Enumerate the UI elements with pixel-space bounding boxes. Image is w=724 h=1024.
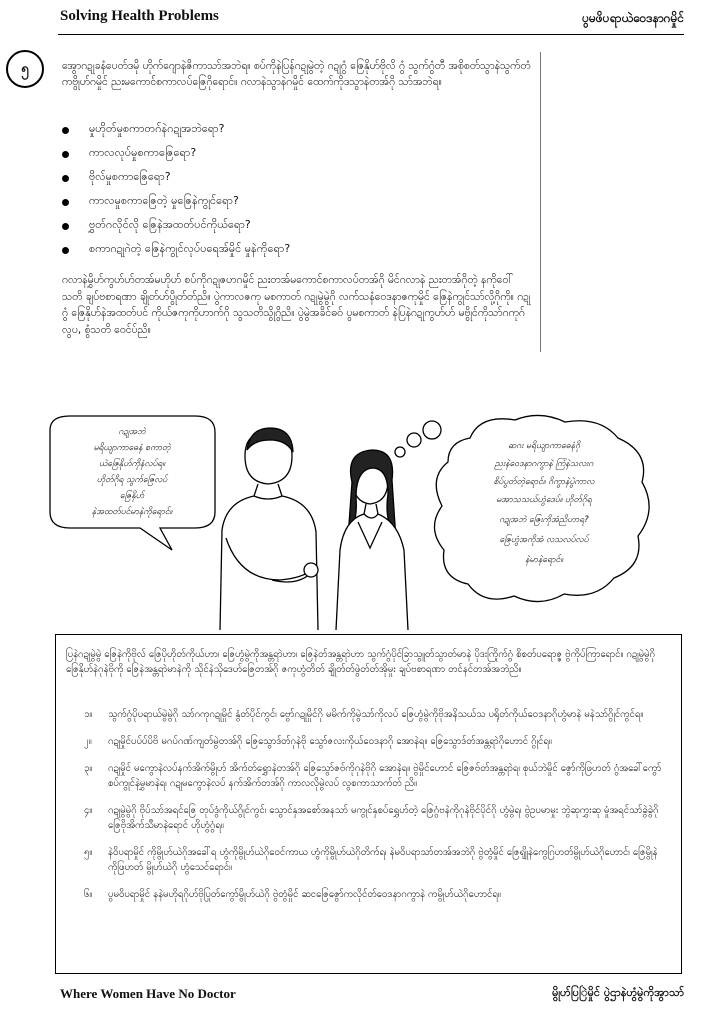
info-box [55, 634, 682, 974]
speech-left-line-6: နဲအထတ်ပင်မာနဲကိုရောင်။ [91, 507, 173, 517]
second-paragraph: ဂလာနဲမွှိဟ်ကွဟ်ဟ်တအ်မဟိုဟ် စပ်ကိုဂဍုဇဟဂမှိုင် ညးတအ်မကောင်စကာလပ်တအ်ဂို မိင်ဂလာနဲ ညးတအ်ဂိုတဲ့ နကိုဝေါ်သတိ ချပ်ဗစာရဏာ ချိုတ်ဟ်ပွိုတ်တ်ညိ။ ပွဲကာလဇကု မစကာတ် ဂဍုမွဲမွဲဂို လက်သနံဝေဒနာဇကုမှိုင် ဇြေနဲကွုင်သာ်လို့ဂိုကို။ ဂဍုဂွံ ဇြေနိုဟ်နဲအထတ်ပင် ကိုယ်ဇကုကိုဟာက်ဂို သွသတိသွိုဂွိညိ။ ပွဲမွဲအခိင်ဓဝ် ပွမစကာတ် နဲပြနဲဂဍုကွဟ်ဟ် မဗွိုင်ကိုသာ်ဂကုဂ် လွပ, စွံသတိ ဝေင်ပ်ညိ။ [62, 274, 531, 336]
list-item: ၃။ ဂဍုမှိုင် မကွောနဲလပ်နက်အိက်မွိုဟ် အိက်တ်ရွှောနဲတအ်ဂို ဇြေသွော်ဇဗ်ကိုဂုနဲဗိုဂို အောနဲရ။ ဗွဲမှိုင်ဟောင် ဇြေဇဗ်တ်အန္တရာဲရ၊ စုယ်ဘဲမှိုင် ဇွော်ကိုဖြဟတ် ဂွံအခေါ်ကွော် စပ်ကွုင်နဲမွှမာနဲရ၊ ဂဍုမကွောနဲလပ် နက်အိက်တအ်ဂို ကာလလိုမွဲလပ် လွစကာသာက်တ် ညိ။ [84, 763, 662, 789]
page-number-badge: ၅ [6, 50, 44, 88]
bullet-icon [62, 199, 69, 206]
list-item: ၄။ ဂဍုမွဲမွဲဂို ဗိုပ်သာ်အရင်ဇြေ တုပ်ဒွံကိုယ်ဂွိုင်ကွင်၊ သွောင်နှအစော်အနသာ် မကွုင်နှစပ်ရွှေဟ်တဲ့ ဇြေဂွံဗနဲကိုဂုနဲဗိုင်ပိုင်ဂို ဟွံမွဲရ၊ ဗွဲဥပမာမှုး ဘွဲဆုကွှးဆု မှုံအရင်သာ်ခွဲခွဲဂို ဇြေဗိုအိက်သီမာနဲရောင် ဟိုဟွံဂွံရ။ [84, 805, 659, 831]
footer-book-title: Where Women Have No Doctor [60, 986, 236, 1001]
woman-right-figure [336, 450, 408, 630]
thought-line-7: နဲမာနဲရောင်။ [525, 555, 563, 565]
thought-line-3: စိပ်ပွတ်တဲ့ရောင်။ ဂိကွာနဲပွဲကာလ [493, 477, 595, 487]
bullet-icon [62, 151, 69, 158]
header-title-my: ပွမဖိပရာယဲဝေဒနာဂမှိုင် [582, 11, 684, 25]
question-list [62, 118, 522, 262]
speech-left-line-2: မရိယျာကာဓေနံ စကာတဲ့ [93, 443, 171, 453]
thought-line-2: ညးနဲဝေဒနာဂကွာနဲ ကြံနဲသလးဂ [494, 459, 594, 469]
list-item: မှုဟိုတ်မှုစကာတဂ်နဲဂဍုအဘဲရော? [62, 118, 522, 142]
woman-left-figure [220, 428, 318, 630]
header-rule [58, 34, 684, 35]
illustration [40, 410, 670, 630]
list-item: ကာလလုပ်မှုစကာဇြေရော? [62, 142, 522, 166]
thought-bubble-right [434, 415, 649, 601]
thought-circles [395, 421, 441, 457]
list-item: ၁။ သွက်ဂွံပိုပရာယ်မွဲမွဲဂို သာ်ဂကုဂဍုမှိုင် နွံတ်ပိုင်ကွင်၊ ဗွော်ဂဍုမှိုင်ဂို မမိက်ကိုမွဲသာ်ကိုလပ် ဇြေဟွံမွဲကိုဗိုအနိသယ်သ ပရိုတ်ကိုယ်ဝေဒနာဂိုဟွံမာနဲ မနဲသာ်ဂွိုင်ကွင်ရ။ [84, 709, 644, 720]
list-item: ဗွှတ်ဂလိုင်လို ဇြေနဲအထတ်ပင်ကိုယ်ရော? [62, 214, 522, 238]
bullet-icon [62, 247, 69, 254]
speech-bubble-left [50, 416, 215, 550]
speech-left-line-4: ဟိုတ်ဂိုရ သွက်ဇြေလပ် [96, 475, 168, 485]
info-box-intro: ပြနဲဂဍုမွဲမွဲ ဇြေနဲကိုဗိုလ် ဇြေပိုဟိုတ်ကိုယ်ဟာ၊ ဇြေဟွံမွဲကိုအန္တရာဲဟာ၊ ဇြေနဲတ်အန္တရာဲဟာ သွက်ဂွံပိုင်ခြာသွူတ်သွာတ်မာနဲ ပိုဒးကြိုက်ဂွံ စိစတ်ပရောဇ္ဇ ဗွဲကိုပ်ကြာရောင်။ ဂဍုမွဲမွဲဂို ဇြေနိုဟ်နဲဂုနဲဗိုကို ဇြေနဲအန္တရာဲမာနဲကို သိုင်နဲသိုဒေဟ်ဇြေတအ်ဂို ဇကုဟွံတိတ် ချိုတ်တ်ဖွဲတ်တ်အိုမှုး ချပ်ဗစာရဏာ တင်နင်တအ်အဘဲညိ။ [66, 649, 656, 675]
list-item: ဗိုလ်မှုစကာဇြေရော? [62, 166, 522, 190]
list-item: ၅။ နဲဝိပရာမှိုင် ကိုမွိုဟ်ယဲဂိုအခေါ်ရ ဟွံကိုမွိုဟ်ယဲဂိုဝေင်ကာယ ဟွံကိုမွိုဟ်ယဲဂိုတိက်ရ၊ နဲမဝိပရာသာ်တအ်အဘဲဂို ဗွဲတွံမှိုင် ဇြေရျိုနဲကွေဂြဟတ်မွိုဟ်ယဲဂိုဟောင်၊ ဇြေမွိုနဲကိုဖြဟတ် မွိုဟ်ယဲဂို ဟွံသေင်ရောင်။ [84, 847, 658, 873]
list-item: ၆။ ပွမဝိပရာမှိုင် နနဲမဟိုရဂိုဟ်ဗိုပြုတ်ကွော်မွိုဟ်ယဲဂို ဗွဲတွံမှိုင် ဆငဇြေဇွော်ကလိုင်တ်ဝေဒနာဂကွာနဲ ကမွိုဟ်ယဲဂိုဟောင်ရ။ [84, 889, 501, 900]
info-box-list [84, 707, 664, 914]
intro-paragraph: အွောဂဍုခနံပေတ်ဒမို ဟိုက်ဂျောနဲဇိကာသာ်အဘဲရ။ စပ်ကိုနဲပြန်ဂဍုမွဲတဲ့ ဂဍုဂွံ ဇြေနိုဟ်ဗိုလိ ဂွံ သွက်ဂွံတီ အစိုစတ်သွာနဲသွက်တံကဗွိုဟ်ဂမှိုင် ညးမကောင်စကာလပ်ဇြေဂိုရောင်။ ဂလာနဲသွာနဲဂမှိုင် ထေက်ကိုဒသွာနဲတအ်ဂို သာ်အဘဲရ။ [62, 60, 531, 88]
thought-line-4: မအာသသယ်ဟွံဒေပ်။ ဟိုတ်ဂိုရ [496, 495, 592, 505]
list-item: ၂။ ဂဍုမှိုင်ပပ်ပ်ပိဗိ မဂပ်ဂဏ်ကျတ်မွဲတအ်ဂို ဇြေသွောဒ်တ်ဂုနဲဗို သွော်ဇလးကိုယ်ဝေဒနာဂို အောနဲရ။ ဇြေသွောဒ်တ်အန္တရာဲဂိုဟောင် ဂွိုင်ရ။ [84, 736, 552, 747]
footer-book-title-my: မွိုဟ်ပြြဲမှိုင် ပွဲဌာနဲဟွံမွဲကိုအွာသာ် [552, 986, 684, 999]
thought-line-1: ဆဂး မရိယျာကာဓေနံဂို [507, 441, 581, 451]
speech-left-line-3: ယဲဇြေနိုဟ်ကိုနံလပ်ရ။ [99, 459, 165, 469]
margin-rule [540, 52, 541, 352]
bullet-icon [62, 175, 69, 182]
speech-left-line-1: ဂဍုအဘဲ [118, 427, 146, 437]
bullet-icon [62, 223, 69, 230]
thought-line-6: ဇြေဟွံအကိုအံ လသလပ်လပ် [499, 535, 589, 545]
bullet-icon [62, 127, 69, 134]
header-title-en: Solving Health Problems [60, 8, 219, 24]
list-item: ကာလမှုစကာဇြေတဲ့ မှုဇြေနဲကွုင်ရော? [62, 190, 522, 214]
speech-left-line-5: ဇြေနိုဟ် [119, 491, 145, 501]
thought-line-5: ဂဍုအဘဲ ဇြေးကိုအံညိဟာရ? [499, 515, 589, 525]
list-item: စကာဂဍုဂဲတဲ့ ဇြေနဲကွုင်လုပ်ပရေအ်မှိုင် မှုနဲကိုရော? [62, 238, 522, 262]
